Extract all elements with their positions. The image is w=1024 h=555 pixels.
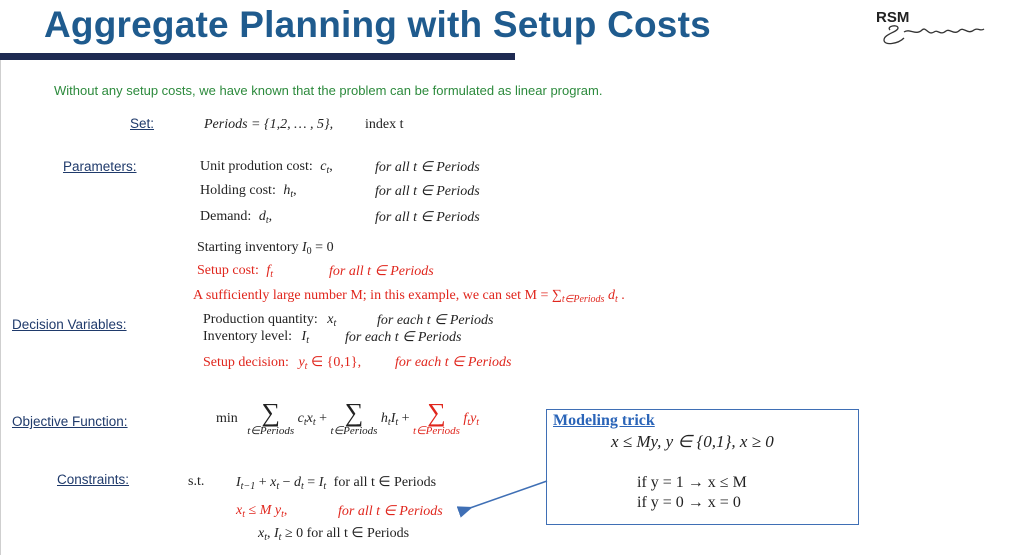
dv-production-foreach: for each t ∈ Periods: [377, 313, 494, 328]
param-unit-cost: Unit prodution cost: $c_t$,: [200, 159, 333, 176]
arrow-line: [470, 481, 547, 508]
constraints-st: s.t.: [188, 474, 205, 489]
param-setup-cost: Setup cost: $f_t$: [197, 263, 274, 280]
param-setup-forall: for all t ∈ Periods: [329, 264, 434, 279]
constraint-nonneg: $x_t$, $I_t \ge 0$ for all t ∈ Periods: [258, 526, 410, 543]
label-decision-variables: Decision Variables:: [12, 317, 127, 332]
param-big-m: A sufficiently large number M; in this example, we can set $M = \sum_{t\in Periods}$ $d_t$ .: [193, 288, 625, 305]
set-periods: Periods = {1,2, … , 5},: [204, 117, 334, 132]
param-demand: Demand: $d_t$,: [200, 209, 273, 226]
dv-production: Production quantity: $x_t$: [203, 312, 337, 329]
sum-production: ∑ t∈Periods: [247, 398, 295, 437]
constraint-balance: $I_{t-1} + x_t - d_t = I_t$ for all t ∈ Periods: [236, 475, 437, 492]
set-index: index t: [365, 117, 404, 132]
sum-holding: ∑ t∈Periods: [330, 398, 378, 437]
modeling-trick-line1: x ≤ My, y ∈ {0,1}, x ≥ 0: [611, 432, 774, 451]
dv-inventory: Inventory level: $I_t$: [203, 329, 309, 346]
logo-rsm-text: RSM: [876, 9, 910, 26]
param-unit-cost-forall: for all t ∈ Periods: [375, 160, 480, 175]
label-constraints: Constraints:: [57, 472, 130, 487]
dv-setup: Setup decision: $y_t$ ∈ {0,1},: [203, 355, 362, 372]
label-set: Set:: [130, 116, 155, 131]
modeling-trick-line3: if y = 0 → x = 0: [637, 494, 741, 511]
dv-inventory-foreach: for each t ∈ Periods: [345, 330, 462, 345]
param-holding-forall: for all t ∈ Periods: [375, 184, 480, 199]
sum-setup: ∑ t∈Periods: [413, 398, 460, 437]
param-holding: Holding cost: $h_t$,: [200, 183, 297, 200]
dv-setup-foreach: for each t ∈ Periods: [395, 355, 512, 370]
page-title: Aggregate Planning with Setup Costs: [44, 4, 711, 45]
label-objective-function: Objective Function:: [12, 414, 128, 429]
modeling-trick-title: Modeling trick: [553, 412, 655, 429]
modeling-trick-line2: if y = 1 → x ≤ M: [637, 474, 747, 491]
objective-expression: min ∑ t∈Periods $c_tx_t$ + ∑ t∈Periods $h_tI_t$ + ∑ t∈Periods $f_ty_t$: [216, 398, 480, 437]
constraint-big-m-forall: for all t ∈ Periods: [338, 504, 443, 519]
param-demand-forall: for all t ∈ Periods: [375, 210, 480, 225]
param-starting-inventory: Starting inventory $I_0 = 0$: [197, 240, 334, 257]
label-parameters: Parameters:: [63, 159, 137, 174]
intro-text: Without any setup costs, we have known that the problem can be formulated as linear program.: [54, 83, 603, 98]
constraint-big-m: $x_t \le M$ $y_t$,: [236, 503, 288, 520]
